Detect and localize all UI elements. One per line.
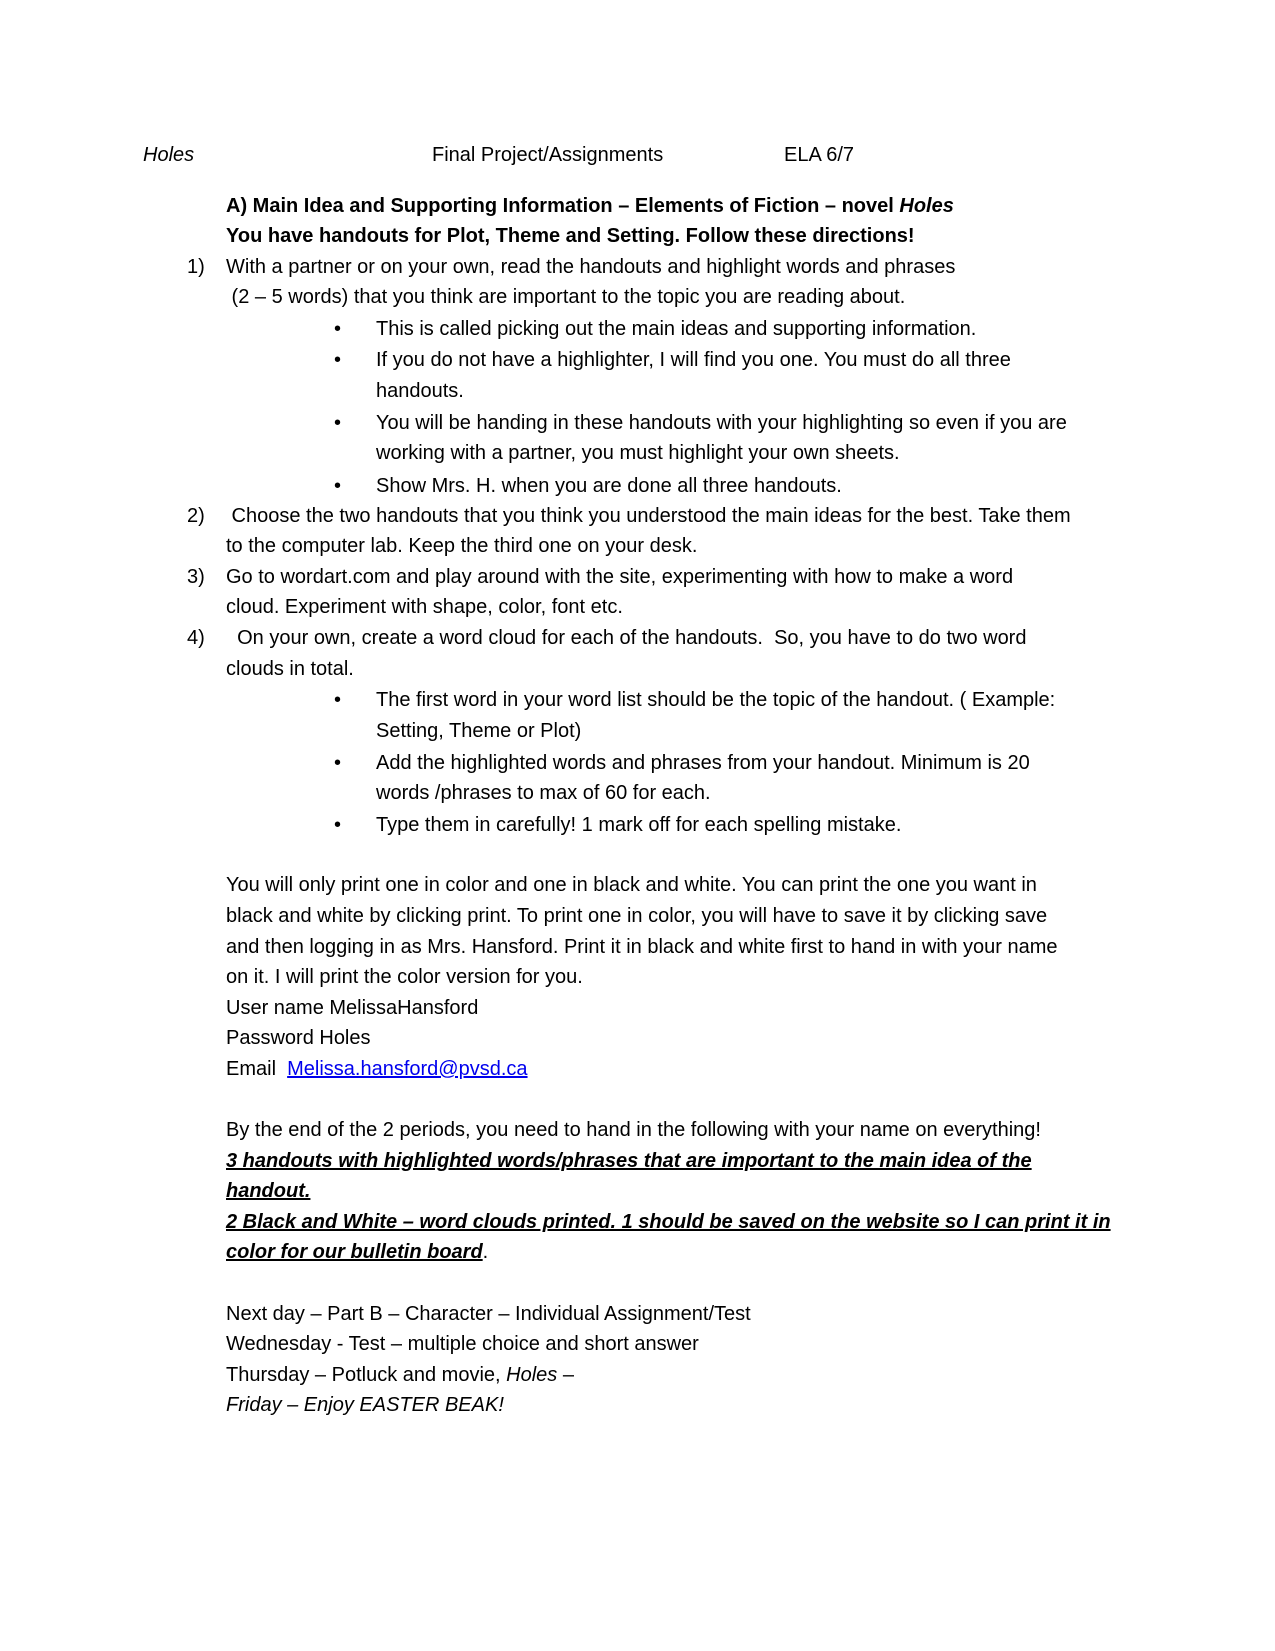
bullet-icon: • xyxy=(334,752,342,774)
header-course: ELA 6/7 xyxy=(784,144,855,166)
step-line: (2 – 5 words) that you think are important to the topic you are reading about. xyxy=(226,286,906,308)
header-title: Holes xyxy=(143,144,195,166)
hand-in-intro: By the end of the 2 periods, you need to hand in the following with your name on everything! xyxy=(226,1119,1041,1141)
step-line: On your own, create a word cloud for each of the handouts. So, you have to do two word xyxy=(226,627,1027,649)
bullet-item-cont: working with a partner, you must highlight your own sheets. xyxy=(376,442,900,464)
schedule-thursday xyxy=(226,1360,574,1391)
step-number: 2) xyxy=(187,505,205,527)
schedule-next-day: Next day – Part B – Character – Individual Assignment/Test xyxy=(226,1303,751,1325)
bullet-item: Type them in carefully! 1 mark off for each spelling mistake. xyxy=(376,814,902,836)
bullet-item-cont: Setting, Theme or Plot) xyxy=(376,720,582,742)
bullet-item-cont: handouts. xyxy=(376,380,464,402)
username-line: User name MelissaHansford xyxy=(226,997,479,1019)
bullet-item: This is called picking out the main ideas and supporting information. xyxy=(376,318,977,340)
section-a-title-text: A) Main Idea and Supporting Information – Elements of Fiction – novel xyxy=(226,195,900,217)
step-number: 4) xyxy=(187,627,205,649)
email-label: Email xyxy=(226,1058,288,1080)
step-line: Go to wordart.com and play around with the site, experimenting with how to make a word xyxy=(226,566,1014,588)
print-paragraph-line: on it. I will print the color version for you. xyxy=(226,966,583,988)
section-a-subtitle: You have handouts for Plot, Theme and Setting. Follow these directions! xyxy=(226,225,915,247)
bullet-icon: • xyxy=(334,475,342,497)
schedule-thursday-suffix: – xyxy=(557,1364,574,1386)
print-paragraph-line: black and white by clicking print. To print one in color, you will have to save it by clicking save xyxy=(226,905,1048,927)
bullet-icon: • xyxy=(334,689,342,711)
step-line: cloud. Experiment with shape, color, font etc. xyxy=(226,596,623,618)
bullet-item: The first word in your word list should be the topic of the handout. ( Example: xyxy=(376,689,1056,711)
hand-in-item-1: 3 handouts with highlighted words/phrases that are important to the main idea of the xyxy=(226,1150,1032,1172)
bullet-icon: • xyxy=(334,814,342,836)
section-a-title xyxy=(226,191,954,222)
bullet-item: You will be handing in these handouts with your highlighting so even if you are xyxy=(376,412,1067,434)
print-paragraph-line: and then logging in as Mrs. Hansford. Print it in black and white first to hand in with your name xyxy=(226,936,1058,958)
step-line: Choose the two handouts that you think you understood the main ideas for the best. Take them xyxy=(226,505,1071,527)
step-line: to the computer lab. Keep the third one on your desk. xyxy=(226,535,698,557)
bullet-item: Show Mrs. H. when you are done all three handouts. xyxy=(376,475,842,497)
bullet-item: If you do not have a highlighter, I will find you one. You must do all three xyxy=(376,349,1011,371)
print-paragraph-line: You will only print one in color and one in black and white. You can print the one you want in xyxy=(226,874,1037,896)
hand-in-item-2: 2 Black and White – word clouds printed. 1 should be saved on the website so I can print it in xyxy=(226,1211,1111,1233)
bullet-icon: • xyxy=(334,318,342,340)
bullet-item: Add the highlighted words and phrases from your handout. Minimum is 20 xyxy=(376,752,1030,774)
hand-in-item-2-text: color for our bulletin board xyxy=(226,1241,483,1263)
hand-in-item-2-cont xyxy=(226,1237,488,1268)
password-line: Password Holes xyxy=(226,1027,371,1049)
schedule-thursday-prefix: Thursday – Potluck and movie, xyxy=(226,1364,507,1386)
hand-in-item-1-cont: handout. xyxy=(226,1180,311,1202)
email-link[interactable]: Melissa.hansford@pvsd.ca xyxy=(287,1058,528,1080)
hand-in-item-2-period: . xyxy=(482,1241,489,1263)
schedule-wednesday: Wednesday - Test – multiple choice and short answer xyxy=(226,1333,699,1355)
section-a-title-italic: Holes xyxy=(899,195,954,217)
bullet-icon: • xyxy=(334,349,342,371)
bullet-icon: • xyxy=(334,412,342,434)
step-number: 3) xyxy=(187,566,205,588)
step-number: 1) xyxy=(187,256,205,278)
schedule-friday: Friday – Enjoy EASTER BEAK! xyxy=(226,1394,504,1416)
schedule-thursday-italic: Holes xyxy=(506,1364,558,1386)
step-line: clouds in total. xyxy=(226,658,354,680)
header-center: Final Project/Assignments xyxy=(432,144,664,166)
email-line xyxy=(226,1054,528,1085)
step-line: With a partner or on your own, read the handouts and highlight words and phrases xyxy=(226,256,956,278)
bullet-item-cont: words /phrases to max of 60 for each. xyxy=(376,782,711,804)
